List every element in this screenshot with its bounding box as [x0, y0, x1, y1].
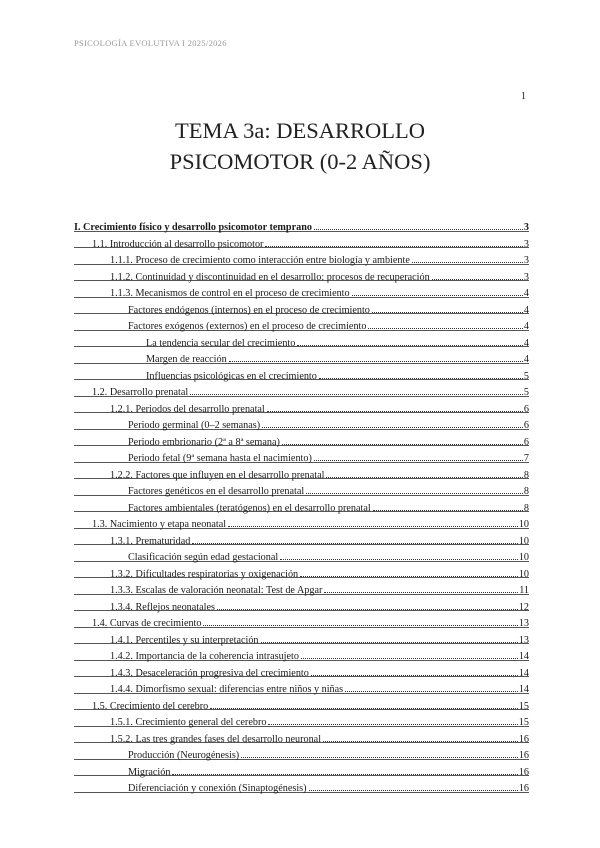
toc-leader-dots — [372, 298, 523, 313]
table-of-contents — [74, 215, 529, 793]
toc-entry-page: 8 — [523, 469, 529, 481]
toc-leader-dots — [352, 281, 523, 296]
toc-entry-title: Factores endógenos (internos) en el proceso de crecimiento — [128, 304, 370, 316]
toc-leader-dots — [268, 710, 517, 725]
toc-entry-page: 13 — [518, 634, 529, 646]
toc-entry-title: 1.1.1. Proceso de crecimiento como interacción entre biología y ambiente — [110, 255, 410, 266]
toc-leader-dots — [203, 611, 517, 626]
toc-entry-title: 1.3.3. Escalas de valoración neonatal: Test de Apgar — [110, 585, 323, 596]
toc-entry-title: Factores exógenos (externos) en el proceso de crecimiento — [128, 321, 367, 332]
toc-leader-dots — [311, 661, 518, 676]
toc-entry-page: 12 — [518, 601, 529, 613]
toc-entry[interactable] — [74, 364, 529, 381]
toc-entry-title: 1.5. Crecimiento del cerebro — [92, 700, 209, 712]
toc-entry-page: 14 — [518, 651, 529, 662]
toc-leader-dots — [261, 628, 518, 643]
toc-leader-dots — [301, 644, 518, 659]
toc-entry-title: Clasificación según edad gestacional — [128, 552, 279, 563]
toc-entry[interactable] — [74, 215, 529, 232]
page-title — [0, 115, 600, 177]
toc-entry-title: Producción (Neurogénesis) — [128, 750, 240, 761]
toc-entry-page: 15 — [518, 717, 529, 728]
toc-leader-dots — [190, 380, 523, 395]
toc-leader-dots — [300, 562, 518, 577]
toc-entry-title: 1.4.1. Percentiles y su interpretación — [110, 634, 259, 646]
toc-entry-title: La tendencia secular del crecimiento — [146, 337, 296, 349]
toc-entry-title: 1.4.3. Desaceleración progresiva del crecimiento — [110, 667, 309, 679]
toc-entry-title: 1.2. Desarrollo prenatal — [92, 387, 189, 398]
toc-entry-page: 5 — [523, 370, 529, 382]
toc-entry-title: 1.1. Introducción al desarrollo psicomotor — [92, 238, 264, 250]
toc-entry-title: Factores ambientales (teratógenos) en el desarrollo prenatal — [128, 502, 371, 514]
toc-entry-title: Periodo fetal (9ª semana hasta el nacimiento) — [128, 453, 312, 464]
toc-entry-page: 4 — [523, 337, 529, 349]
toc-entry-page: 11 — [519, 585, 529, 596]
running-header: PSICOLOGÍA EVOLUTIVA I 2025/2026 — [74, 38, 227, 48]
toc-entry-page: 4 — [523, 288, 529, 299]
toc-entry-page: 13 — [518, 618, 529, 629]
toc-entry-page: 16 — [518, 783, 529, 794]
toc-leader-dots — [412, 248, 523, 263]
toc-entry-page: 3 — [523, 271, 529, 283]
toc-entry-title: 1.3.2. Dificultades respiratorias y oxigenación — [110, 568, 299, 580]
toc-leader-dots — [172, 760, 517, 775]
toc-entry-title: I. Crecimiento físico y desarrollo psicomotor temprano — [74, 222, 312, 233]
toc-entry-page: 4 — [523, 304, 529, 316]
toc-entry-page: 10 — [518, 519, 529, 530]
toc-entry-page: 6 — [523, 403, 529, 415]
toc-entry-page: 10 — [518, 568, 529, 580]
toc-leader-dots — [265, 232, 522, 247]
toc-entry-page: 14 — [518, 684, 529, 695]
toc-leader-dots — [210, 694, 518, 709]
toc-entry-title: 1.1.2. Continuidad y discontinuidad en el desarrollo: procesos de recuperación — [110, 271, 430, 283]
toc-leader-dots — [368, 314, 522, 329]
toc-entry-title: Periodo embrionario (2ª a 8ª semana) — [128, 436, 280, 448]
toc-entry-page: 3 — [523, 222, 529, 233]
toc-leader-dots — [432, 265, 523, 280]
toc-leader-dots — [282, 430, 523, 445]
title-line-1: TEMA 3a: DESARROLLO — [175, 118, 425, 143]
toc-entry-title: Migración — [128, 766, 171, 778]
toc-entry-title: Margen de reacción — [146, 354, 227, 365]
toc-leader-dots — [314, 446, 523, 461]
toc-leader-dots — [280, 545, 518, 560]
toc-entry-page: 8 — [523, 486, 529, 497]
toc-leader-dots — [217, 595, 518, 610]
toc-entry-title: 1.1.3. Mecanismos de control en el proceso de crecimiento — [110, 288, 350, 299]
toc-entry-title: Factores genéticos en el desarrollo prenatal — [128, 486, 305, 497]
toc-entry-page: 15 — [518, 700, 529, 712]
toc-entry-title: 1.5.2. Las tres grandes fases del desarrollo neuronal — [110, 733, 322, 745]
toc-entry[interactable] — [74, 347, 529, 364]
toc-entry-page: 8 — [523, 502, 529, 514]
toc-entry-page: 4 — [523, 354, 529, 365]
toc-entry-page: 16 — [518, 750, 529, 761]
toc-leader-dots — [314, 215, 523, 230]
toc-entry-page: 4 — [523, 321, 529, 332]
toc-leader-dots — [373, 496, 523, 511]
toc-entry-page: 16 — [518, 766, 529, 778]
toc-entry-title: 1.3.4. Reflejos neonatales — [110, 601, 215, 613]
toc-leader-dots — [192, 529, 517, 544]
toc-entry-page: 3 — [523, 238, 529, 250]
toc-leader-dots — [306, 479, 523, 494]
toc-leader-dots — [324, 578, 518, 593]
page-number: 1 — [521, 91, 526, 102]
toc-entry-page: 3 — [523, 255, 529, 266]
toc-entry-page: 10 — [518, 535, 529, 547]
toc-entry-page: 5 — [523, 387, 529, 398]
toc-entry[interactable] — [74, 380, 529, 397]
toc-entry-title: Diferenciación y conexión (Sinaptogénesis) — [128, 783, 307, 794]
toc-leader-dots — [345, 677, 518, 692]
toc-leader-dots — [319, 364, 523, 379]
toc-entry-page: 14 — [518, 667, 529, 679]
toc-leader-dots — [297, 331, 523, 346]
toc-entry-title: 1.3. Nacimiento y etapa neonatal — [92, 519, 227, 530]
toc-entry-title: 1.4.2. Importancia de la coherencia intrasujeto — [110, 651, 299, 662]
toc-entry-title: 1.4.4. Dimorfismo sexual: diferencias entre niños y niñas — [110, 684, 344, 695]
toc-leader-dots — [228, 512, 518, 527]
title-line-2: PSICOMOTOR (0-2 AÑOS) — [169, 149, 431, 174]
toc-entry-page: 6 — [523, 420, 529, 431]
toc-leader-dots — [267, 397, 523, 412]
toc-leader-dots — [241, 743, 518, 758]
toc-leader-dots — [229, 347, 523, 362]
toc-entry-title: Influencias psicológicas en el crecimiento — [146, 370, 317, 382]
toc-entry-page: 10 — [518, 552, 529, 563]
toc-entry-title: 1.2.1. Periodos del desarrollo prenatal — [110, 403, 265, 415]
toc-leader-dots — [323, 727, 518, 742]
toc-leader-dots — [262, 413, 523, 428]
toc-entry-title: 1.3.1. Prematuridad — [110, 535, 191, 547]
toc-entry-title: 1.5.1. Crecimiento general del cerebro — [110, 717, 267, 728]
toc-leader-dots — [309, 776, 518, 791]
toc-entry-page: 16 — [518, 733, 529, 745]
toc-entry-title: Periodo germinal (0–2 semanas) — [128, 420, 261, 431]
toc-leader-dots — [326, 463, 522, 478]
toc-entry-title: 1.4. Curvas de crecimiento — [92, 618, 202, 629]
toc-entry-page: 6 — [523, 436, 529, 448]
toc-entry-page: 7 — [523, 453, 529, 464]
toc-entry-title: 1.2.2. Factores que influyen en el desarrollo prenatal — [110, 469, 325, 481]
